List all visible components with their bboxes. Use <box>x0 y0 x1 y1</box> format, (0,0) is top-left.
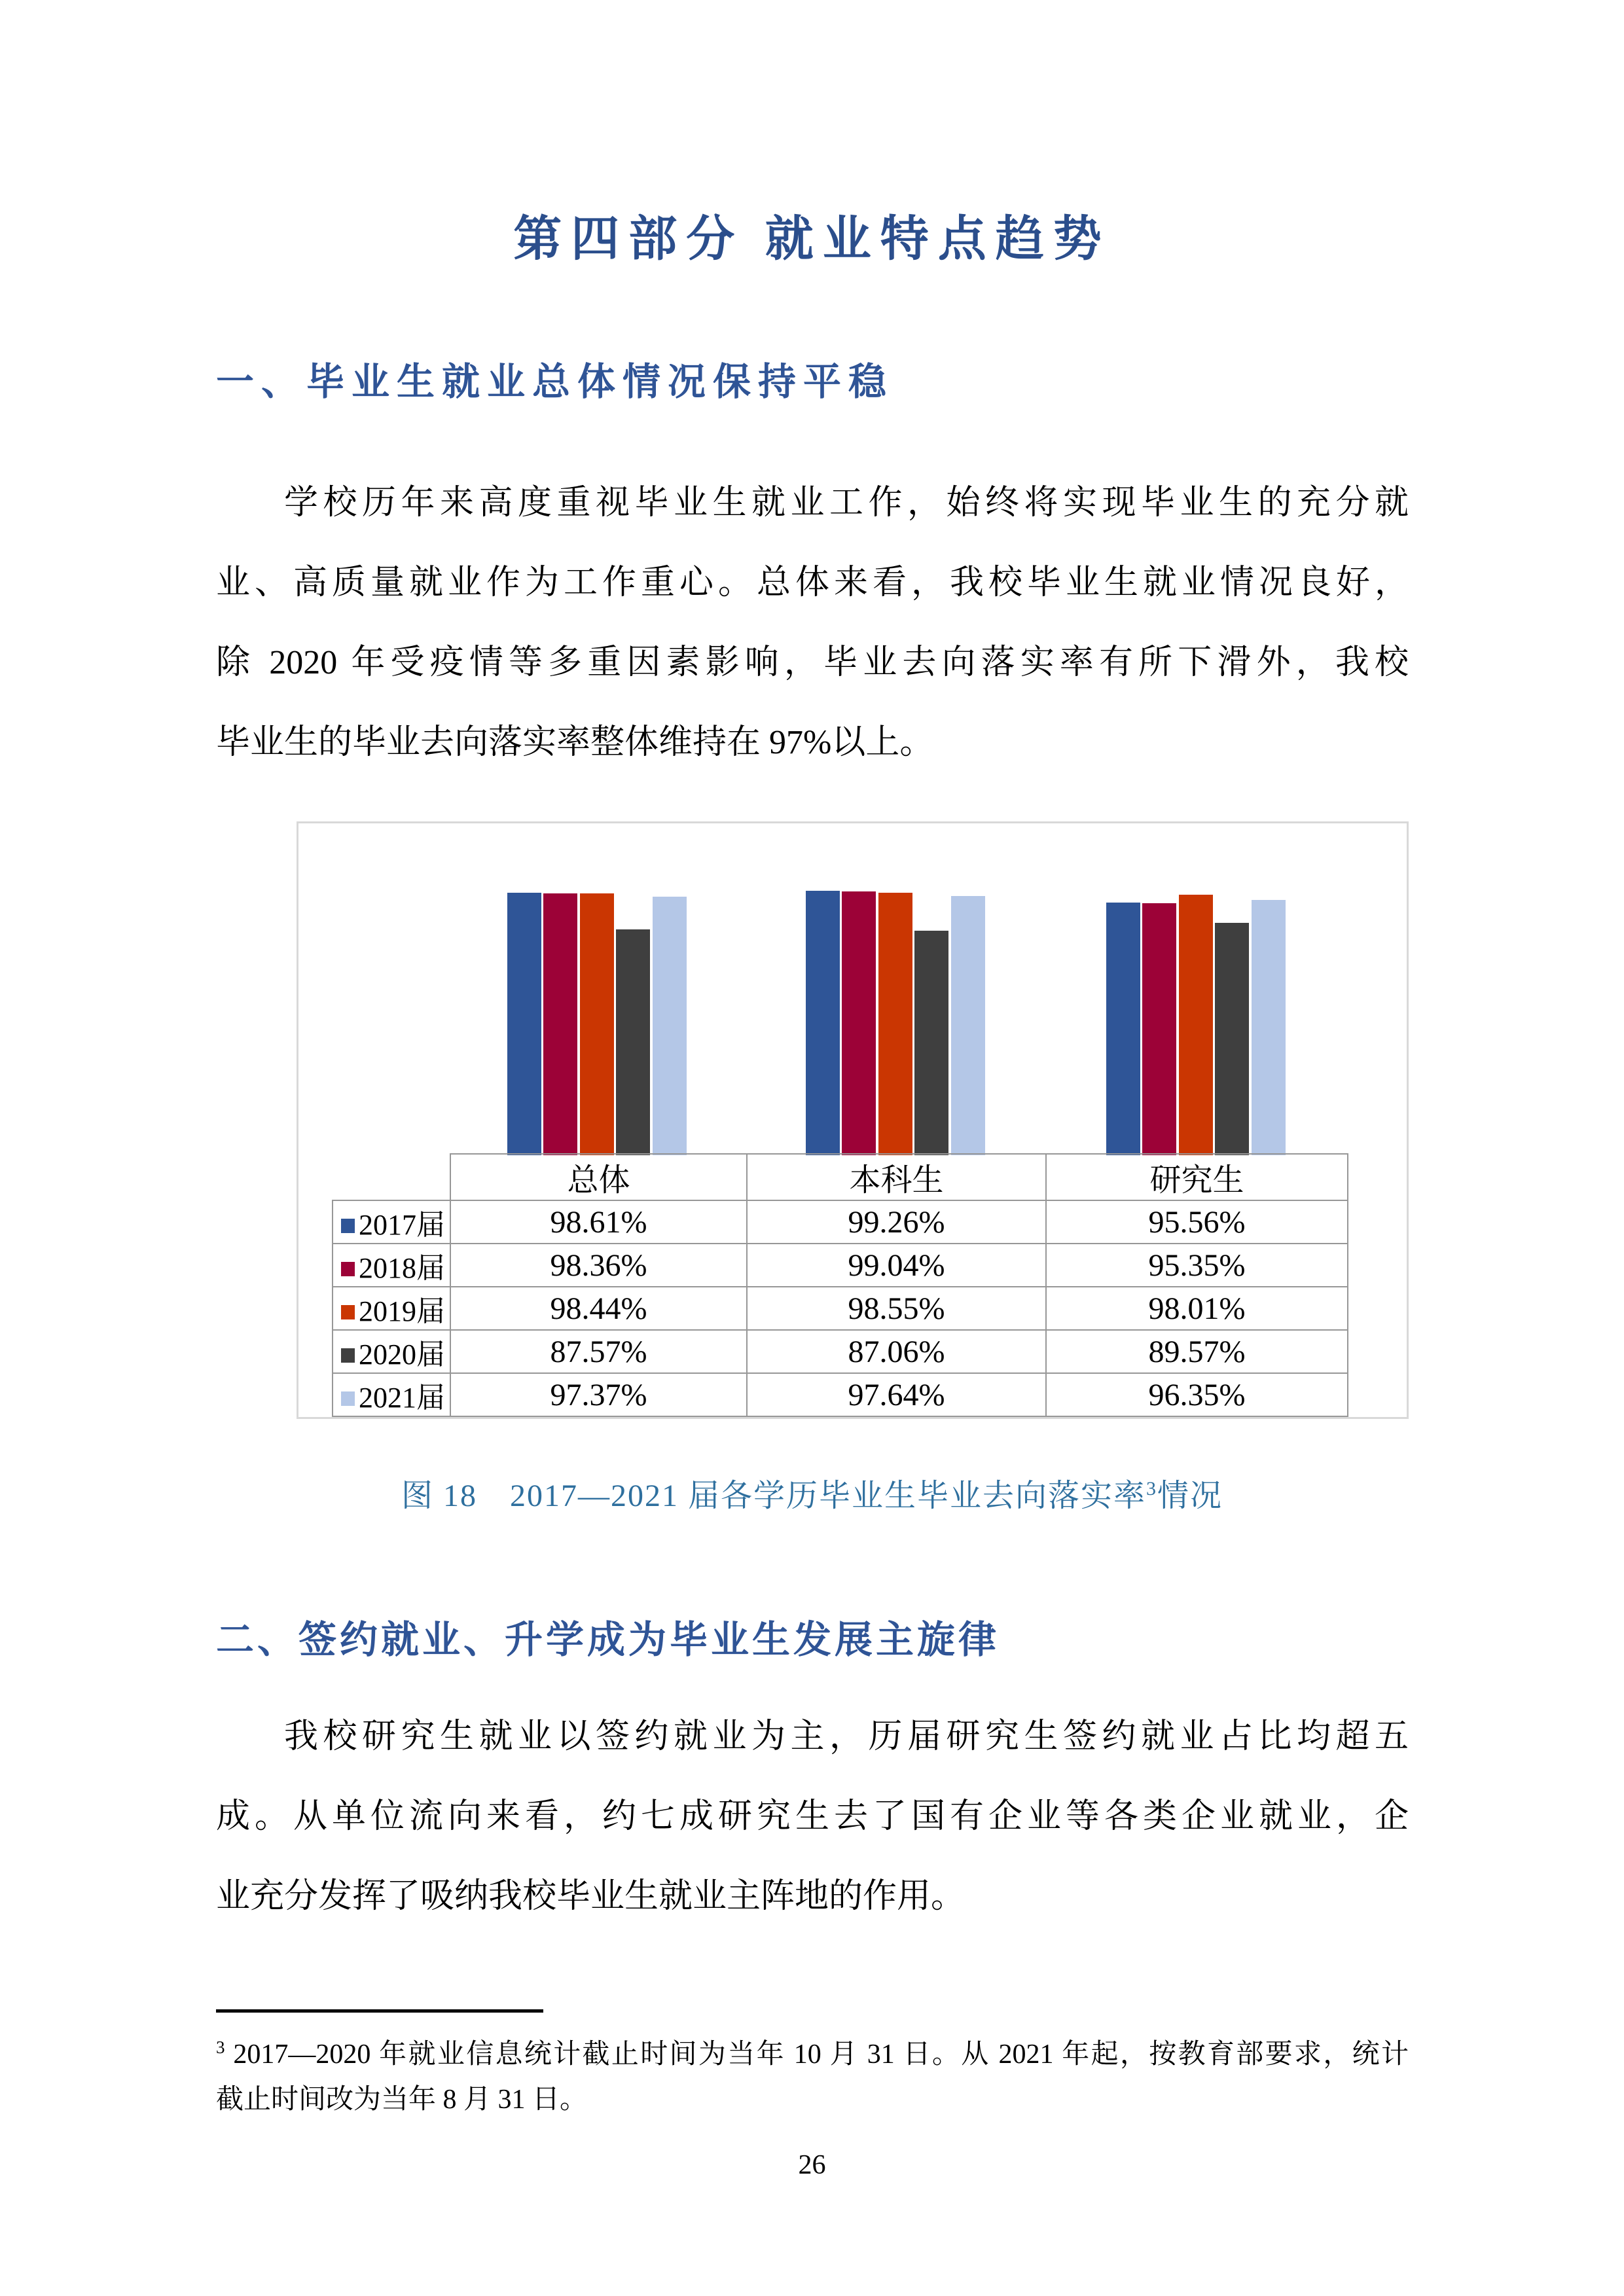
value-cell-2019届-本科生: 98.55% <box>747 1287 1046 1330</box>
chart-bar-2017届-研究生 <box>1106 903 1140 1155</box>
legend-label: 2017届 <box>359 1209 445 1241</box>
legend-cell-2018届 <box>333 1244 450 1287</box>
value-cell-2021届-总体: 97.37% <box>450 1373 747 1416</box>
chart-bar-2019届-总体 <box>580 893 614 1155</box>
paragraph-1-line-2: 业、高质量就业作为工作重心。总体来看，我校毕业生就业情况良好， <box>216 564 1409 601</box>
figure-caption <box>0 1469 1624 1516</box>
footnote-line-2: 截止时间改为当年 8 月 31 日。 <box>216 2085 588 2115</box>
legend-color-swatch <box>341 1391 355 1406</box>
footnote-separator-rule <box>216 2009 543 2013</box>
value-cell-2018届-本科生: 99.04% <box>747 1244 1046 1287</box>
chart-bar-2021届-研究生 <box>1252 900 1286 1155</box>
table-row-2021届 <box>333 1373 1348 1416</box>
value-cell-2018届-研究生: 95.35% <box>1046 1244 1348 1287</box>
section-heading-2: 二、签约就业、升学成为毕业生发展主旋律 <box>216 1619 1000 1661</box>
legend-color-swatch <box>341 1305 355 1319</box>
chart-bar-2021届-本科生 <box>951 896 985 1155</box>
table-corner-blank <box>333 1154 450 1200</box>
value-cell-2017届-总体: 98.61% <box>450 1200 747 1244</box>
value-cell-2017届-研究生: 95.56% <box>1046 1200 1348 1244</box>
paragraph-2 <box>216 1697 1409 1937</box>
chart-bar-2019届-研究生 <box>1179 895 1213 1155</box>
chart-bar-2018届-本科生 <box>842 891 876 1155</box>
legend-cell-2021届 <box>333 1373 450 1416</box>
paragraph-2-line-3: 业充分发挥了吸纳我校毕业生就业主阵地的作用。 <box>216 1878 965 1915</box>
chart-bar-2020届-本科生 <box>914 931 948 1155</box>
table-header-研究生: 研究生 <box>1046 1154 1348 1200</box>
value-cell-2021届-研究生: 96.35% <box>1046 1373 1348 1416</box>
chart-bar-2017届-本科生 <box>806 891 840 1155</box>
table-row-2018届 <box>333 1244 1348 1287</box>
legend-cell-2017届 <box>333 1200 450 1244</box>
value-cell-2020届-本科生: 87.06% <box>747 1330 1046 1373</box>
figure-caption-suffix: 情况 <box>1157 1479 1223 1513</box>
caption-superscript: 3 <box>1146 1478 1157 1499</box>
chart-bar-2018届-总体 <box>543 893 577 1155</box>
chart-bar-2021届-总体 <box>653 897 687 1155</box>
table-header-本科生: 本科生 <box>747 1154 1046 1200</box>
value-cell-2020届-研究生: 89.57% <box>1046 1330 1348 1373</box>
chart-bar-2018届-研究生 <box>1142 903 1176 1155</box>
value-cell-2018届-总体: 98.36% <box>450 1244 747 1287</box>
chart-plot-area <box>298 823 1407 1155</box>
paragraph-1-line-1: 学校历年来高度重视毕业生就业工作，始终将实现毕业生的充分就 <box>284 484 1409 522</box>
footnote-superscript: 3 <box>216 2037 225 2057</box>
paragraph-1-line-4: 毕业生的毕业去向落实率整体维持在 97%以上。 <box>216 724 934 761</box>
table-row-2020届 <box>333 1330 1348 1373</box>
section-heading-1: 一、毕业生就业总体情况保持平稳 <box>216 361 894 403</box>
paragraph-2-line-1: 我校研究生就业以签约就业为主，历届研究生签约就业占比均超五 <box>284 1718 1409 1755</box>
page-number: 26 <box>798 2150 826 2180</box>
chart-bar-2017届-总体 <box>507 893 541 1155</box>
legend-cell-2019届 <box>333 1287 450 1330</box>
table-header-总体: 总体 <box>450 1154 747 1200</box>
legend-label: 2019届 <box>359 1295 445 1327</box>
chart-bar-2020届-研究生 <box>1215 923 1249 1155</box>
value-cell-2017届-本科生: 99.26% <box>747 1200 1046 1244</box>
paragraph-1-line-3: 除 2020 年受疫情等多重因素影响，毕业去向落实率有所下滑外，我校 <box>216 644 1409 681</box>
footnote-line-1 <box>216 2021 1409 2073</box>
footnote-line-1-text: 2017—2020 年就业信息统计截止时间为当年 10 月 31 日。从 2021 年起，按教育部要求，统计 <box>233 2039 1409 2070</box>
legend-color-swatch <box>341 1348 355 1363</box>
chart-data-table <box>332 1153 1348 1417</box>
legend-cell-2020届 <box>333 1330 450 1373</box>
legend-color-swatch <box>341 1219 355 1233</box>
legend-label: 2020届 <box>359 1338 445 1371</box>
page-title: 第四部分 就业特点趋势 <box>513 213 1111 266</box>
chart-bar-2020届-总体 <box>616 929 650 1155</box>
value-cell-2020届-总体: 87.57% <box>450 1330 747 1373</box>
legend-color-swatch <box>341 1262 355 1276</box>
employment-rate-chart <box>297 821 1409 1419</box>
table-row-2017届 <box>333 1200 1348 1244</box>
figure-caption-text: 图 18 2017—2021 届各学历毕业生毕业去向落实率 <box>401 1479 1146 1513</box>
value-cell-2021届-本科生: 97.64% <box>747 1373 1046 1416</box>
value-cell-2019届-总体: 98.44% <box>450 1287 747 1330</box>
paragraph-2-line-2: 成。从单位流向来看，约七成研究生去了国有企业等各类企业就业，企 <box>216 1798 1409 1835</box>
chart-bar-2019届-本科生 <box>878 893 912 1155</box>
footnote <box>216 2021 1409 2126</box>
paragraph-1 <box>216 463 1409 783</box>
table-row-2019届 <box>333 1287 1348 1330</box>
legend-label: 2018届 <box>359 1252 445 1284</box>
value-cell-2019届-研究生: 98.01% <box>1046 1287 1348 1330</box>
legend-label: 2021届 <box>359 1382 445 1414</box>
